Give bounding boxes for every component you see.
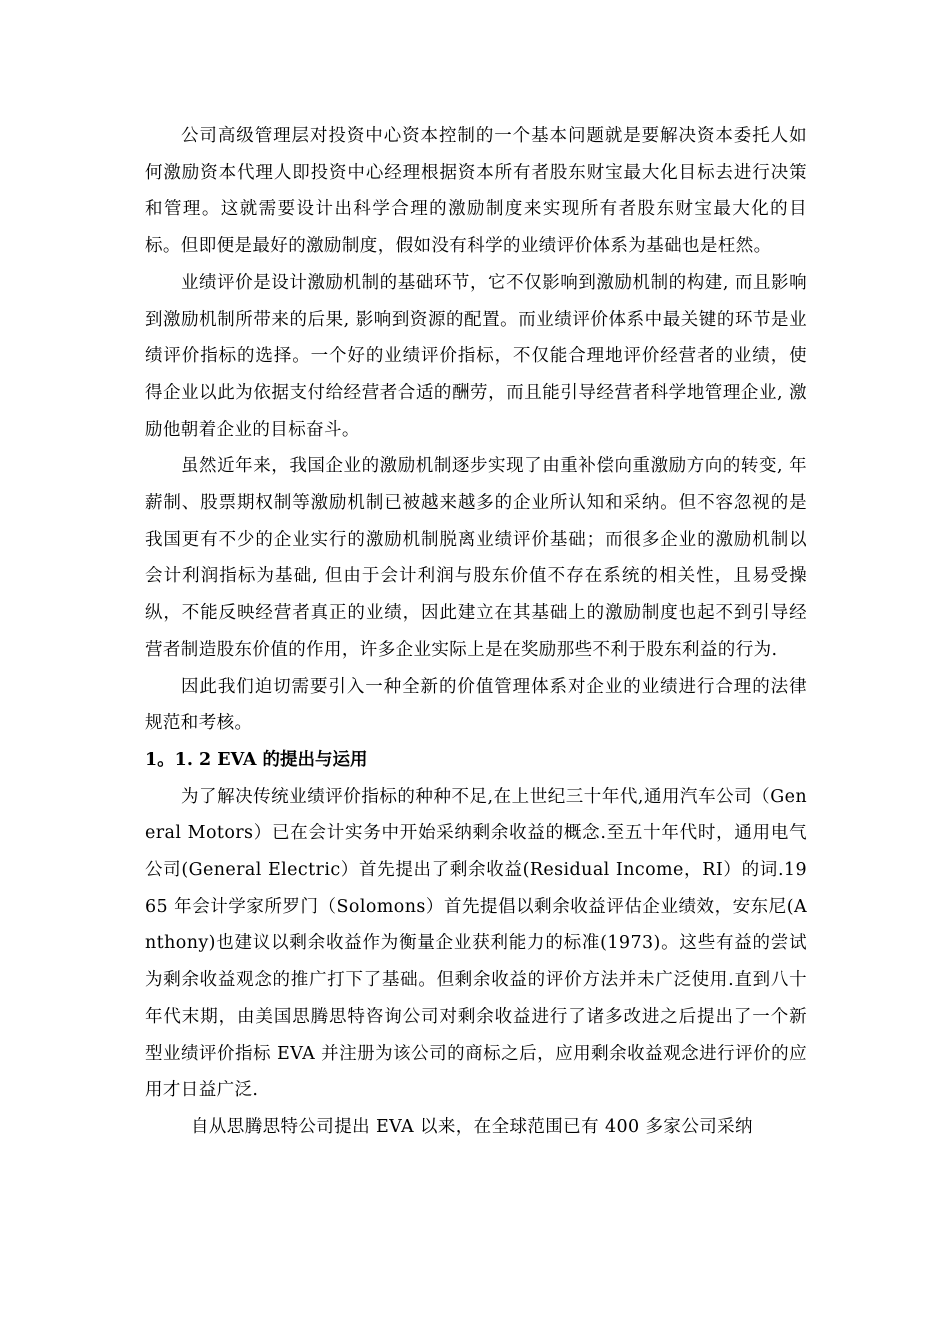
paragraph-performance-evaluation: 业绩评价是设计激励机制的基础环节，它不仅影响到激励机制的构建, 而且影响到激励机制所带来的后果, 影响到资源的配置。而业绩评价体系中最关键的环节是业绩评价指标的选择。一个好的业绩评价指标，不仅能合理地评价经营者的业绩，使得企业以此为依据支付给经营者合适的酬劳，而且能引导经营者科学地管理企业, 激励他朝着企业的目标奋斗。: [145, 272, 807, 440]
paragraph-incentive-mechanism: 虽然近年来，我国企业的激励机制逐步实现了由重补偿向重激励方向的转变, 年薪制、股票期权制等激励机制已被越来越多的企业所认知和采纳。但不容忽视的是我国更有不少的企业实行的激励机制脱离业绩评价基础；而很多企业的激励机制以会计利润指标为基础, 但由于会计利润与股东价值不存在系统的相关性，且易受操纵，不能反映经营者真正的业绩，因此建立在其基础上的激励制度也起不到引导经营者制造股东价值的作用，许多企业实际上是在奖励那些不利于股东利益的行为.: [145, 456, 807, 660]
paragraph-eva-adoption: 自从思腾思特公司提出 EVA 以来，在全球范围已有 400 多家公司采纳: [191, 1116, 753, 1137]
paragraph-value-management: 因此我们迫切需要引入一种全新的价值管理体系对企业的业绩进行合理的法律规范和考核。: [145, 676, 807, 734]
paragraph-capital-control: 公司高级管理层对投资中心资本控制的一个基本问题就是要解决资本委托人如何激励资本代理人即投资中心经理根据资本所有者股东财宝最大化目标去进行决策和管理。这就需要设计出科学合理的激励制度来实现所有者股东财宝最大化的目标。但即便是最好的激励制度，假如没有科学的业绩评价体系为基础也是枉然。: [145, 126, 807, 257]
paragraph-residual-income-history: 为了解决传统业绩评价指标的种种不足,在上世纪三十年代,通用汽车公司（General Motors）已在会计实务中开始采纳剩余收益的概念.至五十年代时，通用电气公司(General Electric）首先提出了剩余收益(Residual Income，RI）的词.1965 年会计学家所罗门（Solomons）首先提倡以剩余收益评估企业绩效，安东尼(Anthony)也建议以剩余收益作为衡量企业获利能力的标准(1973)。这些有益的尝试为剩余收益观念的推广打下了基础。但剩余收益的评价方法并未广泛使用.直到八十年代末期，由美国思腾思特咨询公司对剩余收益进行了诸多改进之后提出了一个新型业绩评价指标 EVA 并注册为该公司的商标之后，应用剩余收益观念进行评价的应用才日益广泛.: [145, 786, 807, 1101]
document-page: [145, 118, 807, 1146]
section-heading: 1。1. 2 EVA 的提出与运用: [145, 749, 368, 770]
